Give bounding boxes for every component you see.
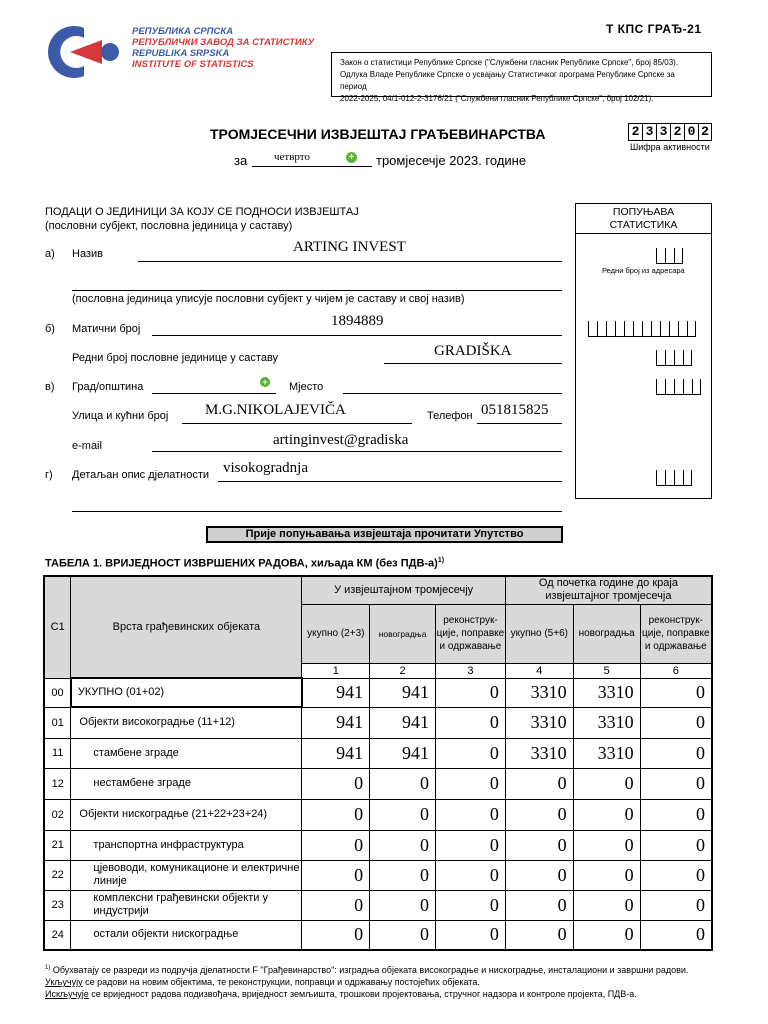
street-field[interactable]: M.G.NIKOLAJEVIČA [205, 402, 346, 418]
activity-digit: 2 [698, 123, 712, 141]
law-line-1: Закон о статистици Републике Српске ("Службени гласник Републике Српске", број 85/03). [340, 58, 679, 67]
city-ticks [656, 379, 701, 395]
street-label: Улица и кућни број [72, 410, 169, 422]
mb-ticks [588, 321, 696, 337]
law-reference-box [331, 52, 712, 103]
logo-line-3: REPUBLIKA SRPSKA [132, 48, 230, 59]
field-a-letter: а) [45, 248, 55, 260]
table-row [44, 799, 712, 830]
value-cell[interactable]: 0 [640, 707, 712, 738]
sub-header: новоградња [370, 604, 436, 663]
activity-digit: 3 [656, 123, 670, 141]
value-cell[interactable]: 0 [370, 830, 436, 860]
unit-no-ticks [656, 350, 692, 366]
period-line [234, 153, 247, 168]
value-cell[interactable]: 0 [640, 738, 712, 768]
value-cell[interactable]: 0 [505, 920, 573, 950]
table-row [44, 890, 712, 920]
value-cell[interactable]: 0 [640, 768, 712, 799]
place-underline [343, 378, 562, 394]
period-suffix: тромјесечје 2023. године [376, 153, 527, 168]
email-field[interactable]: artinginvest@gradiska [273, 432, 409, 448]
statistics-box-title: ПОПУЊАВА СТАТИСТИКА [576, 204, 711, 234]
mb-field[interactable]: 1894889 [331, 313, 384, 329]
activity-underline-2 [72, 496, 562, 512]
col-number: 1 [302, 663, 370, 678]
page-title: ТРОМЈЕСЕЧНИ ИЗВЈЕШТАЈ ГРАЂЕВИНАРСТВА [210, 126, 546, 142]
col-number: 4 [505, 663, 573, 678]
value-cell[interactable]: 0 [505, 860, 573, 890]
value-cell[interactable]: 941 [370, 738, 436, 768]
value-cell[interactable]: 3310 [505, 738, 573, 768]
logo [40, 22, 315, 82]
unit-heading-line-1: ПОДАЦИ О ЈЕДИНИЦИ ЗА КОЈУ СЕ ПОДНОСИ ИЗВЈЕШТАЈ [45, 206, 359, 218]
field-b-letter: б) [45, 323, 55, 335]
activity-label: Детаљан опис дјелатности [72, 469, 210, 481]
mb-label: Матични број [72, 323, 141, 335]
row-code: 02 [44, 799, 71, 830]
form-code: Т КПС ГРАЂ-21 [606, 22, 702, 36]
instruction-banner: Прије попуњавања извјештаја прочитати Упутство [206, 526, 563, 543]
row-name: транспортна инфраструктура [71, 830, 302, 860]
period-quarter-value[interactable]: четврто [274, 151, 310, 163]
row-code: 24 [44, 920, 71, 950]
table-row [44, 768, 712, 799]
value-cell[interactable]: 0 [505, 830, 573, 860]
logo-line-1: РЕПУБЛИКА СРПСКА [132, 26, 234, 37]
unit-no-field[interactable]: GRADIŠKA [434, 343, 512, 359]
col-type-header: Врста грађевинских објеката [71, 576, 302, 678]
value-cell[interactable]: 0 [370, 768, 436, 799]
value-cell[interactable]: 0 [573, 799, 640, 830]
footnote-1 [45, 962, 725, 976]
value-cell[interactable]: 3310 [573, 707, 640, 738]
row-name: УКУПНО (01+02) [71, 678, 302, 707]
sub-header: укупно (5+6) [505, 604, 573, 663]
value-cell[interactable]: 0 [640, 799, 712, 830]
value-cell[interactable]: 0 [573, 920, 640, 950]
value-cell[interactable]: 0 [436, 860, 506, 890]
activity-code-label: Шифра активности [630, 142, 710, 152]
activity-digit: 2 [670, 123, 684, 141]
place-label: Мјесто [289, 381, 324, 393]
activity-digit: 2 [628, 123, 642, 141]
value-cell[interactable]: 0 [573, 860, 640, 890]
value-cell[interactable]: 941 [370, 678, 436, 707]
institute-logo-icon [40, 22, 128, 82]
table-row [44, 678, 712, 707]
city-add-icon[interactable]: + [260, 376, 270, 388]
value-cell[interactable]: 0 [370, 860, 436, 890]
table-title-text: ТАБЕЛА 1. ВРИЈЕДНОСТ ИЗВРШЕНИХ РАДОВА, хиљада КМ (без ПДВ-а) [45, 557, 438, 570]
footnote-2-text: се радови на новим објектима, те реконструкции, поправци и одржавању постојећих објеката. [82, 977, 480, 987]
values-table [43, 575, 713, 951]
value-cell[interactable]: 0 [505, 799, 573, 830]
value-cell[interactable]: 0 [640, 678, 712, 707]
value-cell[interactable]: 941 [370, 707, 436, 738]
period-prefix: за [234, 153, 248, 168]
activity-field[interactable]: visokogradnja [223, 460, 308, 476]
value-cell[interactable]: 3310 [505, 678, 573, 707]
value-cell[interactable]: 0 [505, 890, 573, 920]
activity-ticks [656, 470, 692, 486]
row-name: Објекти нискоградње (21+22+23+24) [71, 799, 302, 830]
city-underline [152, 378, 276, 394]
value-cell[interactable]: 0 [640, 860, 712, 890]
city-label: Град/општина [72, 381, 144, 393]
value-cell[interactable]: 0 [370, 799, 436, 830]
value-cell[interactable]: 941 [302, 707, 370, 738]
table-row [44, 830, 712, 860]
period-add-icon[interactable]: + [346, 151, 357, 163]
row-name: нестамбене зграде [71, 768, 302, 799]
value-cell[interactable]: 0 [370, 920, 436, 950]
col-number: 3 [436, 663, 506, 678]
activity-digit: 0 [684, 123, 698, 141]
value-cell[interactable]: 0 [370, 890, 436, 920]
value-cell[interactable]: 0 [573, 830, 640, 860]
table-title [45, 557, 444, 570]
value-cell[interactable]: 0 [436, 830, 506, 860]
value-cell[interactable]: 0 [302, 890, 370, 920]
value-cell[interactable]: 0 [436, 799, 506, 830]
phone-label: Телефон [427, 410, 473, 422]
value-cell[interactable]: 0 [302, 860, 370, 890]
row-name: остали објекти нискоградње [71, 920, 302, 950]
unit-heading [45, 205, 359, 233]
footnote-3 [45, 988, 725, 1000]
sub-header: укупно (2+3) [302, 604, 370, 663]
sub-header: реконструк-ције, поправке и одржавање [640, 604, 712, 663]
unit-no-label: Редни број пословне јединице у саставу [72, 352, 279, 364]
row-name: комплексни грађевински објекти у индустрији [71, 890, 302, 920]
value-cell[interactable]: 0 [302, 830, 370, 860]
phone-field[interactable]: 051815825 [481, 402, 549, 418]
law-line-2: Одлука Владе Републике Српске о усвајању Статистичког програма Републике Српске за период [340, 70, 675, 91]
col-number: 5 [573, 663, 640, 678]
address-no-ticks [656, 248, 683, 264]
name-label: Назив [72, 248, 103, 260]
row-code: 11 [44, 738, 71, 768]
footnote-1-sup: 1) [45, 965, 51, 971]
value-cell[interactable]: 0 [573, 890, 640, 920]
sub-header: новоградња [573, 604, 640, 663]
row-code: 01 [44, 707, 71, 738]
value-cell[interactable]: 0 [436, 738, 506, 768]
email-label: e-mail [72, 440, 102, 452]
row-code: 00 [44, 678, 71, 707]
field-g-letter: г) [45, 469, 53, 481]
field-v-letter: в) [45, 381, 55, 393]
statistics-box [575, 203, 712, 499]
logo-line-4: INSTITUTE OF STATISTICS [132, 59, 254, 70]
table-row [44, 707, 712, 738]
value-cell[interactable]: 0 [436, 678, 506, 707]
value-cell[interactable]: 0 [302, 768, 370, 799]
group-quarter-header: У извјештајном тромјесечју [302, 576, 505, 604]
value-cell[interactable]: 3310 [573, 738, 640, 768]
value-cell[interactable]: 0 [640, 890, 712, 920]
value-cell[interactable]: 0 [505, 768, 573, 799]
footnote-3-underlined: Искључује [45, 989, 89, 999]
row-code: 21 [44, 830, 71, 860]
row-name: стамбене зграде [71, 738, 302, 768]
group-ytd-header: Од почетка године до краја извјештајног тромјесечја [505, 576, 712, 604]
law-line-3: 2022-2025, 04/1-012-2-3176/21 ("Службени гласник Републике Српске", број 102/21). [340, 94, 654, 103]
row-name: Објекти високоградње (11+12) [71, 707, 302, 738]
name-note: (пословна јединица уписује пословни субјект у чијем је саставу и свој назив) [72, 293, 465, 305]
value-cell[interactable]: 3310 [505, 707, 573, 738]
address-no-label: Редни број из адресара [602, 266, 685, 275]
name-field[interactable]: ARTING INVEST [293, 239, 406, 255]
logo-line-2: РЕПУБЛИЧКИ ЗАВОД ЗА СТАТИСТИКУ [132, 37, 315, 48]
col-c1-header: C1 [44, 576, 71, 678]
footnote-2-underlined: Укључују [45, 977, 83, 987]
row-code: 12 [44, 768, 71, 799]
footnotes [45, 962, 725, 1000]
col-number: 6 [640, 663, 712, 678]
row-code: 22 [44, 860, 71, 890]
activity-code-box [628, 123, 712, 141]
value-cell[interactable]: 0 [640, 830, 712, 860]
value-cell[interactable]: 0 [436, 707, 506, 738]
value-cell[interactable]: 941 [302, 738, 370, 768]
footnote-2 [45, 976, 725, 988]
sub-header: реконструк-ције, поправке и одржавање [436, 604, 506, 663]
table-row [44, 860, 712, 890]
name-underline-2 [72, 275, 562, 291]
row-name: цјевоводи, комуникационе и електричне линије [71, 860, 302, 890]
table-row [44, 920, 712, 950]
activity-digit: 3 [642, 123, 656, 141]
value-cell[interactable]: 0 [436, 890, 506, 920]
value-cell[interactable]: 0 [640, 920, 712, 950]
table-title-sup: 1) [437, 557, 445, 564]
value-cell[interactable]: 0 [436, 768, 506, 799]
row-code: 23 [44, 890, 71, 920]
table-row [44, 738, 712, 768]
footnote-1-text: Обухватају се разреди из подручја дјелатности F "Грађевинарство": изградња објеката високоградње и нискоградње, инсталациони и завршни радови. [50, 965, 689, 975]
footnote-3-text: се вриједност радова подизвођача, вриједност земљишта, трошкови пројектовања, стручног надзора и контроле пројекта, ПДВ-а. [88, 989, 637, 999]
value-cell[interactable]: 0 [436, 920, 506, 950]
unit-heading-line-2: (пословни субјект, пословна јединица у саставу) [45, 220, 293, 232]
col-number: 2 [370, 663, 436, 678]
value-cell[interactable]: 0 [302, 799, 370, 830]
value-cell[interactable]: 0 [302, 920, 370, 950]
value-cell[interactable]: 0 [573, 768, 640, 799]
value-cell[interactable]: 941 [302, 678, 370, 707]
value-cell[interactable]: 3310 [573, 678, 640, 707]
